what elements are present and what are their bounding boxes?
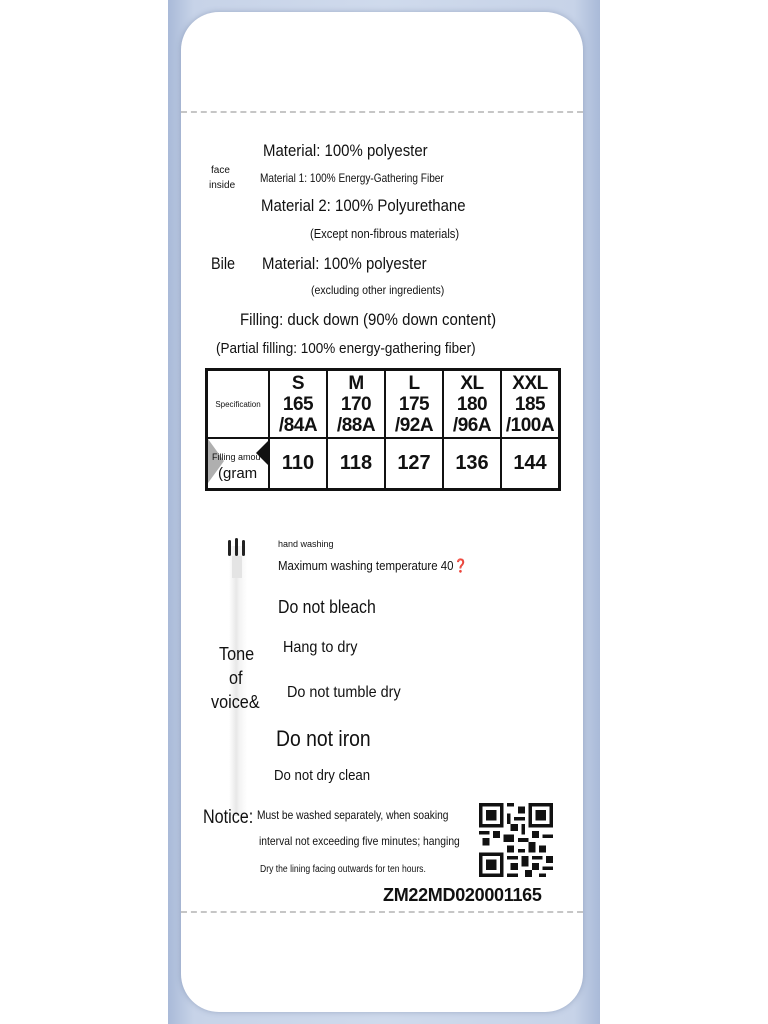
amount-cell-xl: 136	[443, 438, 501, 490]
side-label-tone: Tone	[219, 644, 255, 664]
notice-line-3: Dry the lining facing outwards for ten hours.	[260, 864, 426, 875]
amount-cell-l: 127	[385, 438, 443, 490]
hand-wash-icon	[225, 538, 249, 578]
hand-washing-text: hand washing	[278, 539, 334, 549]
excluding-note: (excluding other ingredients)	[311, 283, 445, 297]
top-perforation-line	[181, 111, 583, 113]
side-label-of: of	[229, 668, 243, 688]
no-iron-text: Do not iron	[276, 726, 371, 751]
size-cell-l: L 175 /92A	[385, 370, 443, 439]
material-1: Material 1: 100% Energy-Gathering Fiber	[260, 171, 444, 185]
amount-cell-s: 110	[269, 438, 327, 490]
size-cell-xxl: XXL 185 /100A	[501, 370, 560, 439]
except-note: (Except non-fibrous materials)	[310, 226, 460, 241]
hang-dry-text: Hang to dry	[283, 639, 358, 656]
notice-line-1: Must be washed separately, when soaking	[257, 808, 449, 822]
notice-label: Notice:	[203, 807, 254, 828]
filling-amount-label-cell: Filling amou (gram	[207, 438, 270, 490]
care-label-tag	[181, 12, 583, 1012]
spec-label-cell: Specification	[207, 370, 270, 439]
side-label-voice: voice&	[211, 692, 260, 712]
amount-row	[207, 438, 560, 490]
notice-line-2: interval not exceeding five minutes; hanging	[259, 834, 460, 848]
partial-filling-line: (Partial filling: 100% energy-gathering fiber)	[216, 340, 476, 357]
filling-line: Filling: duck down (90% down content)	[240, 310, 497, 329]
bile-material: Material: 100% polyester	[262, 254, 427, 273]
no-dry-clean-text: Do not dry clean	[274, 767, 371, 784]
amount-cell-m: 118	[327, 438, 385, 490]
max-temp-text: Maximum washing temperature 40❓	[278, 558, 468, 573]
material-2: Material 2: 100% Polyurethane	[261, 196, 466, 215]
amount-cell-xxl: 144	[501, 438, 560, 490]
qr-code-icon	[479, 803, 553, 877]
product-code: ZM22MD020001165	[383, 885, 542, 905]
bile-label: Bile	[211, 254, 236, 273]
size-spec-table	[205, 368, 561, 491]
bottom-perforation-line	[181, 911, 583, 913]
no-bleach-text: Do not bleach	[278, 597, 376, 617]
material-main: Material: 100% polyester	[263, 141, 428, 160]
inside-label: inside	[209, 180, 236, 191]
no-tumble-text: Do not tumble dry	[287, 684, 401, 701]
size-cell-xl: XL 180 /96A	[443, 370, 501, 439]
size-cell-m: M 170 /88A	[327, 370, 385, 439]
face-label: face	[211, 165, 230, 176]
size-row	[207, 370, 560, 439]
size-cell-s: S 165 /84A	[269, 370, 327, 439]
